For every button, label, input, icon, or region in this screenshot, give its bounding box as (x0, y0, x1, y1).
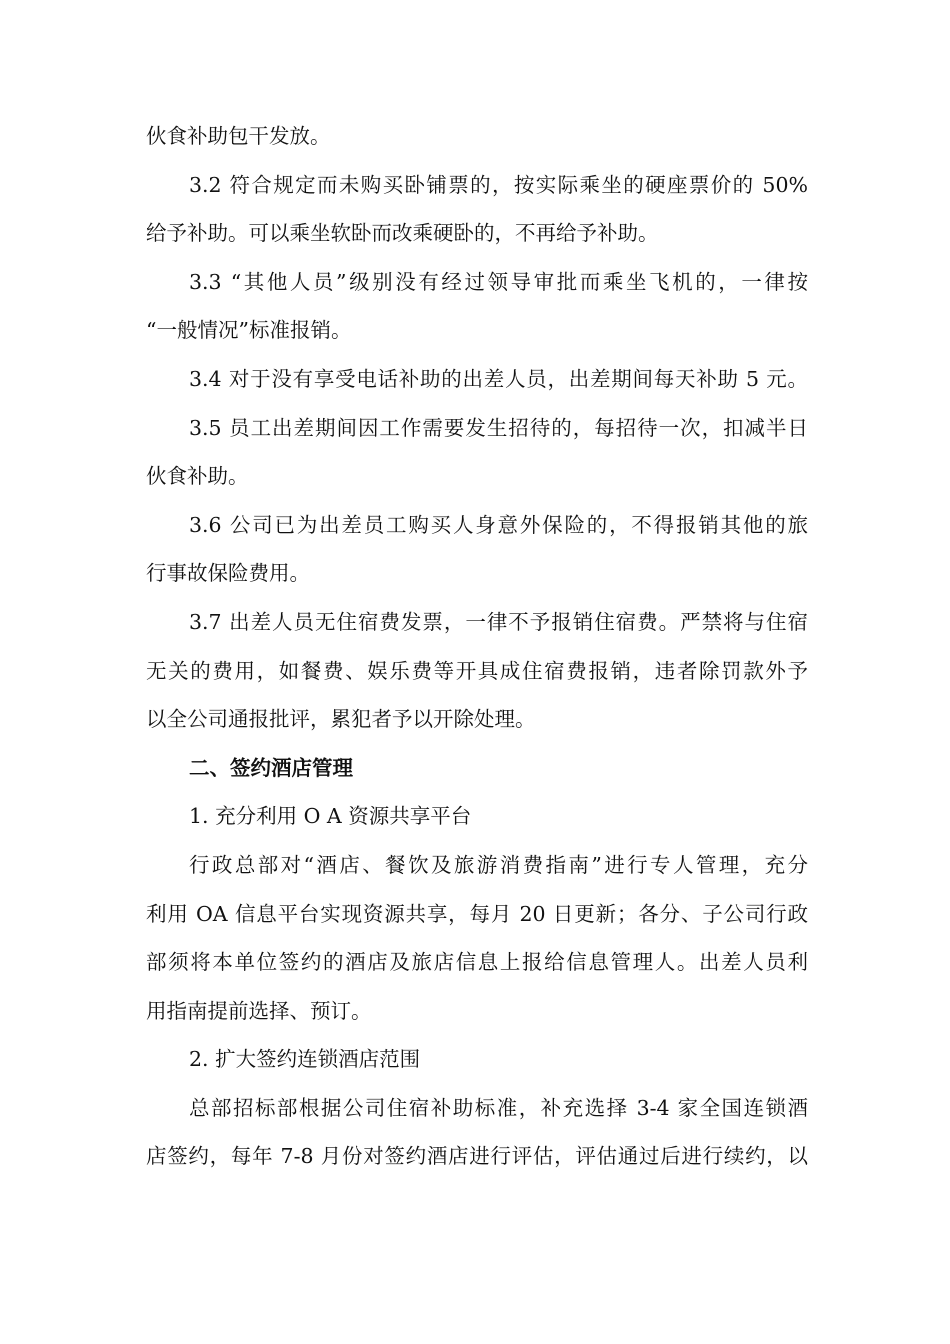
text-line-17: 利用 OA 信息平台实现资源共享，每月 20 日更新；各分、子公司行政 (146, 901, 808, 926)
text-line-7: 3.5 员工出差期间因工作需要发生招待的，每招待一次，扣减半日 (189, 415, 808, 440)
text-line-22: 店签约，每年 7-8 月份对签约酒店进行评估，评估通过后进行续约，以 (146, 1144, 808, 1169)
document-body (146, 112, 808, 1181)
text-line-1: 伙食补助包干发放。 (146, 124, 331, 148)
text-line-10: 行事故保险费用。 (146, 561, 310, 586)
text-line-8: 伙食补助。 (146, 464, 249, 489)
subheading-1: 1. 充分利用 O A 资源共享平台 (189, 804, 472, 829)
text-line-4: 3.3 “其他人员”级别没有经过领导审批而乘坐飞机的，一律按 (189, 269, 808, 294)
text-line-12: 无关的费用，如餐费、娱乐费等开具成住宿费报销，违者除罚款外予 (146, 658, 808, 683)
text-line-5: “一般情况”标准报销。 (146, 318, 352, 343)
text-line-3: 给予补助。可以乘坐软卧而改乘硬卧的，不再给予补助。 (146, 221, 659, 246)
text-line-11: 3.7 出差人员无住宿费发票，一律不予报销住宿费。严禁将与住宿 (189, 609, 808, 634)
subheading-2: 2. 扩大签约连锁酒店范围 (189, 1047, 421, 1072)
text-line-21: 总部招标部根据公司住宿补助标准，补充选择 3-4 家全国连锁酒 (189, 1095, 808, 1120)
section-heading: 二、签约酒店管理 (189, 755, 353, 780)
text-line-16: 行政总部对“酒店、餐饮及旅游消费指南”进行专人管理，充分 (189, 852, 808, 877)
text-line-9: 3.6 公司已为出差员工购买人身意外保险的，不得报销其他的旅 (189, 512, 808, 537)
text-line-18: 部须将本单位签约的酒店及旅店信息上报给信息管理人。出差人员利 (146, 950, 808, 975)
text-line-6: 3.4 对于没有享受电话补助的出差人员，出差期间每天补助 5 元。 (189, 366, 808, 391)
text-line-13: 以全公司通报批评，累犯者予以开除处理。 (146, 707, 536, 732)
text-line-2: 3.2 符合规定而未购买卧铺票的，按实际乘坐的硬座票价的 50% (189, 172, 808, 197)
text-line-19: 用指南提前选择、预订。 (146, 998, 372, 1023)
